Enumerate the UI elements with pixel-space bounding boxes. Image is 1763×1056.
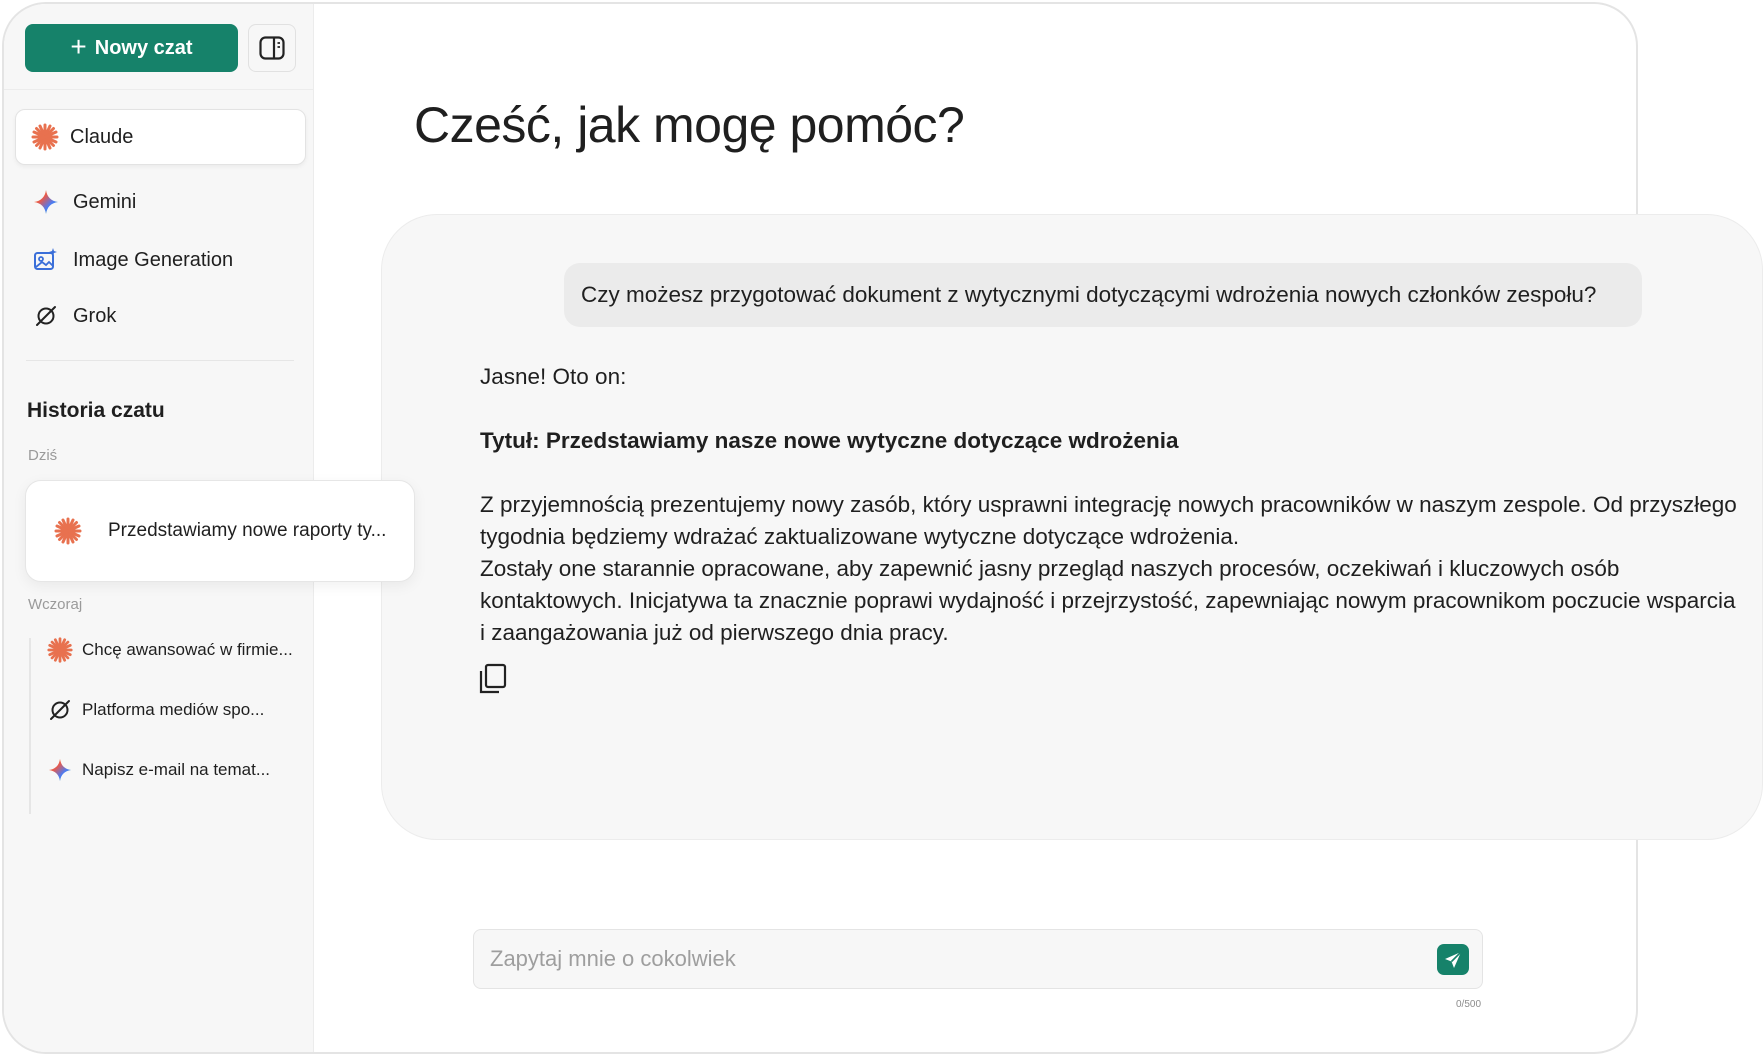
model-item-claude[interactable] [15, 109, 306, 165]
history-thread-line [29, 638, 31, 814]
gemini-icon [31, 187, 61, 217]
sidebar-header [4, 4, 313, 90]
sidebar-toggle-icon [259, 36, 285, 60]
history-item[interactable] [46, 690, 264, 730]
model-label: Image Generation [73, 248, 234, 271]
chat-input-box [473, 929, 1483, 989]
history-item-active[interactable] [25, 480, 415, 582]
plus-icon: + [70, 30, 87, 62]
history-title: Historia czatu [27, 399, 165, 422]
image-generation-icon [31, 245, 61, 275]
history-item-label: Platforma mediów spo... [82, 700, 265, 719]
day-label-today: Dziś [28, 447, 58, 464]
gemini-icon [46, 756, 74, 784]
assistant-paragraph: Zostały one starannie opracowane, aby zapewnić jasny przegląd naszych procesów, oczekiwań i kluczowych osób kontaktowych. Inicjatywa ta znacznie poprawi wydajność i przejrzystość, zapewniając nowym pracownikom poczucie wsparcia i zaangażowania już od pierwszego dnia pracy. [480, 556, 1736, 645]
history-item[interactable] [46, 750, 270, 790]
assistant-paragraph: Z przyjemnością prezentujemy nowy zasób, który usprawni integrację nowych pracowników w naszym zespole. Od przyszłego tygodnia będziemy wdrażać zaktualizowane wytyczne dotyczące wdrożenia. [480, 492, 1737, 549]
claude-icon [30, 122, 60, 152]
day-label-yesterday: Wczoraj [28, 596, 83, 613]
model-item-image-generation[interactable] [15, 232, 306, 288]
conversation-panel [381, 214, 1763, 840]
sidebar-divider [26, 360, 294, 361]
assistant-intro: Jasne! Oto on: [480, 364, 627, 389]
model-item-grok[interactable] [15, 288, 306, 344]
user-message: Czy możesz przygotować dokument z wytycznymi dotyczącymi wdrożenia nowych członków zespołu? [564, 263, 1642, 327]
copy-button[interactable] [478, 663, 508, 695]
send-icon [1443, 950, 1463, 970]
model-item-gemini[interactable] [15, 174, 306, 230]
history-item-label: Napisz e-mail na temat... [82, 760, 271, 779]
grok-icon [46, 696, 74, 724]
model-label: Grok [73, 304, 117, 327]
new-chat-label: Nowy czat [94, 36, 193, 59]
new-chat-button[interactable] [25, 24, 238, 72]
claude-icon [52, 515, 84, 547]
assistant-message [480, 361, 1740, 649]
copy-icon [478, 663, 508, 695]
claude-icon [46, 636, 74, 664]
toggle-sidebar-button[interactable] [248, 24, 296, 72]
history-item-label: Chcę awansować w firmie... [82, 640, 293, 659]
history-item-label: Przedstawiamy nowe raporty ty... [108, 520, 387, 541]
model-label: Gemini [73, 190, 137, 213]
char-counter: 0/500 [1456, 999, 1482, 1010]
grok-icon [31, 301, 61, 331]
send-button[interactable] [1437, 944, 1469, 975]
chat-input[interactable] [474, 930, 1414, 988]
greeting-heading: Cześć, jak mogę pomóc? [414, 97, 965, 153]
model-label: Claude [70, 125, 134, 148]
assistant-doc-title: Tytuł: Przedstawiamy nasze nowe wytyczne dotyczące wdrożenia [480, 428, 1179, 453]
history-item[interactable] [46, 630, 293, 670]
